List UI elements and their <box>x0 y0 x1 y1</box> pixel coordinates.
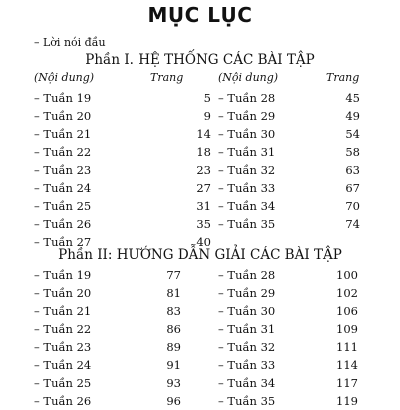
toc-entry <box>218 197 368 215</box>
toc-entry-label: – Tuần 29 <box>218 109 276 123</box>
toc-entry <box>218 266 388 284</box>
toc-entry-label: – Tuần 32 <box>218 340 276 354</box>
toc-entry-page: 109 <box>336 322 358 336</box>
toc-entry <box>34 284 184 302</box>
toc-entry-label: – Tuần 27 <box>34 235 92 249</box>
toc-entry-label: – Tuần 22 <box>34 145 92 159</box>
toc-entry-page: 40 <box>196 235 211 249</box>
toc-entry <box>218 302 388 320</box>
toc-entry <box>218 125 368 143</box>
toc-entry-page: 27 <box>196 181 211 195</box>
toc-entry-page: 63 <box>345 163 360 177</box>
toc-entry-page: 96 <box>166 394 181 408</box>
toc-entry-page: 74 <box>345 217 360 231</box>
toc-entry-label: – Tuần 21 <box>34 127 92 141</box>
toc-entry-page: 14 <box>196 127 211 141</box>
toc-entry-label: – Tuần 25 <box>34 376 92 390</box>
page-column-header-left: Trang <box>150 71 184 84</box>
toc-entry-label: – Tuần 28 <box>218 91 276 105</box>
toc-entry-label: – Tuần 26 <box>34 217 92 231</box>
toc-entry-label: – Tuần 34 <box>218 199 276 213</box>
toc-entry-page: 93 <box>166 376 181 390</box>
toc-entry <box>34 89 211 107</box>
toc-entry <box>218 179 368 197</box>
toc-entry-page: 70 <box>345 199 360 213</box>
toc-entry-label: – Tuần 21 <box>34 304 92 318</box>
toc-entry-label: – Tuần 24 <box>34 181 92 195</box>
toc-entry <box>34 107 211 125</box>
toc-entry <box>34 179 211 197</box>
toc-entry-page: 91 <box>166 358 181 372</box>
toc-entry <box>34 161 211 179</box>
toc-entry-label: – Tuần 23 <box>34 163 92 177</box>
toc-entry-page: 106 <box>336 304 358 318</box>
toc-entry <box>218 89 368 107</box>
toc-entry-page: 35 <box>196 217 211 231</box>
toc-entry <box>34 302 184 320</box>
toc-entry-label: – Tuần 25 <box>34 199 92 213</box>
toc-entry <box>34 374 184 392</box>
toc-entry-page: 119 <box>336 394 358 408</box>
preface-entry: – Lời nói đầu <box>34 36 106 49</box>
toc-entry <box>34 356 184 374</box>
toc-entry <box>218 143 368 161</box>
toc-entry-label: – Tuần 35 <box>218 217 276 231</box>
toc-entry-page: 86 <box>166 322 181 336</box>
toc-entry-label: – Tuần 35 <box>218 394 276 408</box>
part1-left-list <box>34 89 211 249</box>
toc-entry-label: – Tuần 29 <box>218 286 276 300</box>
page-title: MỤC LỤC <box>147 3 253 27</box>
toc-entry-label: – Tuần 19 <box>34 91 92 105</box>
toc-entry-page: 18 <box>196 145 211 159</box>
toc-entry-label: – Tuần 20 <box>34 286 92 300</box>
toc-entry-label: – Tuần 32 <box>218 163 276 177</box>
toc-entry-page: 5 <box>203 91 211 105</box>
toc-entry-page: 77 <box>166 268 181 282</box>
toc-entry-page: 102 <box>336 286 358 300</box>
toc-entry <box>218 338 388 356</box>
toc-entry-page: 83 <box>166 304 181 318</box>
toc-entry-page: 49 <box>345 109 360 123</box>
toc-entry-label: – Tuần 31 <box>218 322 276 336</box>
toc-entry-page: 31 <box>196 199 211 213</box>
toc-entry-label: – Tuần 20 <box>34 109 92 123</box>
toc-entry-page: 58 <box>345 145 360 159</box>
part1-title: Phần I. HỆ THỐNG CÁC BÀI TẬP <box>85 52 315 68</box>
toc-entry <box>218 215 368 233</box>
toc-entry <box>218 284 388 302</box>
toc-entry-page: 114 <box>336 358 358 372</box>
part2-left-list <box>34 266 184 408</box>
toc-entry <box>34 338 184 356</box>
toc-entry-page: 67 <box>345 181 360 195</box>
toc-entry-label: – Tuần 24 <box>34 358 92 372</box>
content-column-header-left: (Nội dung) <box>34 71 95 84</box>
toc-entry <box>34 320 184 338</box>
toc-entry-label: – Tuần 31 <box>218 145 276 159</box>
toc-entry-page: 117 <box>336 376 358 390</box>
toc-entry-page: 111 <box>336 340 358 354</box>
toc-entry <box>218 392 388 410</box>
toc-entry <box>218 356 388 374</box>
toc-entry <box>218 161 368 179</box>
toc-entry-page: 9 <box>203 109 211 123</box>
toc-entry-page: 81 <box>166 286 181 300</box>
toc-entry <box>34 266 184 284</box>
toc-entry <box>34 197 211 215</box>
toc-entry <box>218 320 388 338</box>
toc-entry-label: – Tuần 30 <box>218 127 276 141</box>
part2-right-list <box>218 266 388 408</box>
toc-entry-label: – Tuần 19 <box>34 268 92 282</box>
page-column-header-right: Trang <box>326 71 360 84</box>
toc-entry <box>218 374 388 392</box>
toc-entry-label: – Tuần 23 <box>34 340 92 354</box>
toc-entry-label: – Tuần 22 <box>34 322 92 336</box>
content-column-header-right: (Nội dung) <box>218 71 279 84</box>
toc-entry <box>34 215 211 233</box>
toc-entry <box>34 143 211 161</box>
toc-entry-page: 89 <box>166 340 181 354</box>
toc-entry-page: 45 <box>345 91 360 105</box>
toc-entry <box>34 125 211 143</box>
toc-entry-label: – Tuần 26 <box>34 394 92 408</box>
part1-right-list <box>218 89 368 239</box>
toc-entry-page: 100 <box>336 268 358 282</box>
part2-title: Phần II: HƯỚNG DẪN GIẢI CÁC BÀI TẬP <box>58 247 342 263</box>
toc-entry <box>34 392 184 410</box>
toc-entry-page: 23 <box>196 163 211 177</box>
toc-entry-label: – Tuần 33 <box>218 181 276 195</box>
toc-entry-label: – Tuần 34 <box>218 376 276 390</box>
toc-entry-page: 54 <box>345 127 360 141</box>
toc-entry-label: – Tuần 30 <box>218 304 276 318</box>
toc-entry <box>218 107 368 125</box>
toc-entry-label: – Tuần 28 <box>218 268 276 282</box>
toc-entry-label: – Tuần 33 <box>218 358 276 372</box>
